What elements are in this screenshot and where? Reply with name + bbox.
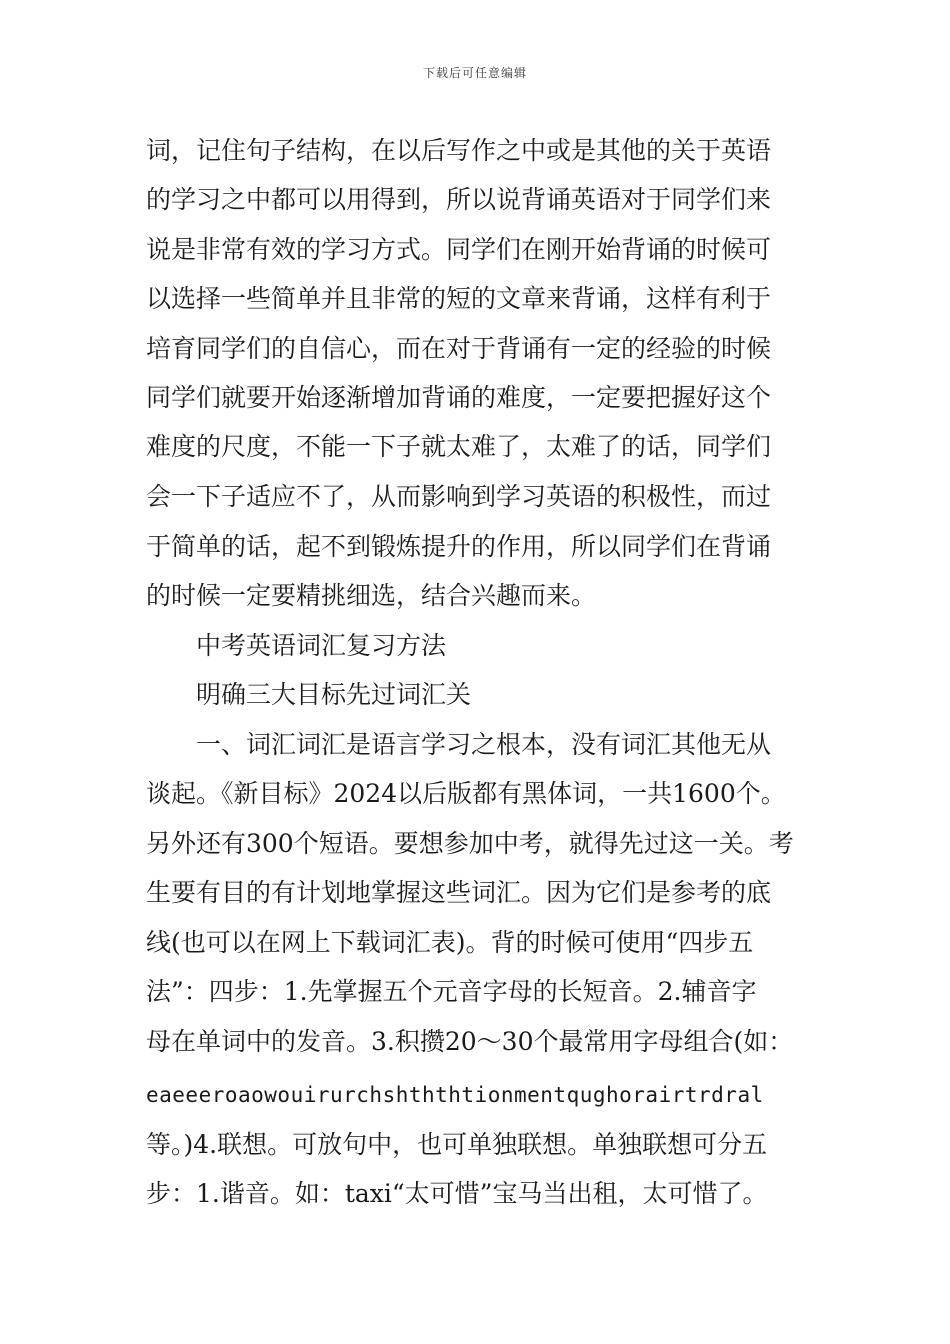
- paragraph-line: 等。)4.联想。可放句中，也可单独联想。单独联想可分五: [146, 1130, 768, 1159]
- section-subheading: 明确三大目标先过词汇关: [196, 680, 472, 709]
- page-header-note: 下载后可任意编辑: [422, 66, 527, 80]
- paragraph-line: 谈起。《新目标》2024以后版都有黑体词，一共1600个。: [146, 779, 786, 808]
- paragraph-line: 的时候一定要精挑细选，结合兴趣而来。: [146, 581, 597, 610]
- paragraph-line: 以选择一些简单并且非常的短的文章来背诵，这样有利于: [146, 284, 772, 313]
- paragraph-line: 母在单词中的发音。3.积攒20～30个最常用字母组合(如：: [146, 1027, 794, 1056]
- paragraph-line: 同学们就要开始逐渐增加背诵的难度，一定要把握好这个: [146, 383, 772, 412]
- paragraph-line: 另外还有300个短语。要想参加中考，就得先过这一关。考: [146, 829, 794, 858]
- paragraph-line: 会一下子适应不了，从而影响到学习英语的积极性，而过: [146, 482, 772, 511]
- paragraph-line: 培育同学们的自信心，而在对于背诵有一定的经验的时候: [146, 334, 772, 363]
- paragraph-line: 的学习之中都可以用得到，所以说背诵英语对于同学们来: [146, 185, 772, 214]
- section-heading: 中考英语词汇复习方法: [196, 631, 447, 660]
- paragraph-line: 一、词汇词汇是语言学习之根本，没有词汇其他无从: [196, 730, 772, 759]
- letter-combination-line: eaeeeroaowouirurchshththtionmentqughorairtrdral: [146, 1083, 764, 1107]
- paragraph-line: 法”：四步：1.先掌握五个元音字母的长短音。2.辅音字: [146, 977, 757, 1006]
- paragraph-line: 难度的尺度，不能一下子就太难了，太难了的话，同学们: [146, 432, 772, 461]
- paragraph-line: 说是非常有效的学习方式。同学们在刚开始背诵的时候可: [146, 235, 772, 264]
- paragraph-line: 步：1.谐音。如：taxi“太可惜”宝马当出租，太可惜了。: [146, 1179, 768, 1208]
- paragraph-line: 词，记住句子结构，在以后写作之中或是其他的关于英语: [146, 136, 772, 165]
- paragraph-line: 生要有目的有计划地掌握这些词汇。因为它们是参考的底: [146, 878, 772, 907]
- paragraph-line: 于简单的话，起不到锻炼提升的作用，所以同学们在背诵: [146, 532, 772, 561]
- paragraph-line: 线(也可以在网上下载词汇表)。背的时候可使用“四步五: [146, 928, 754, 957]
